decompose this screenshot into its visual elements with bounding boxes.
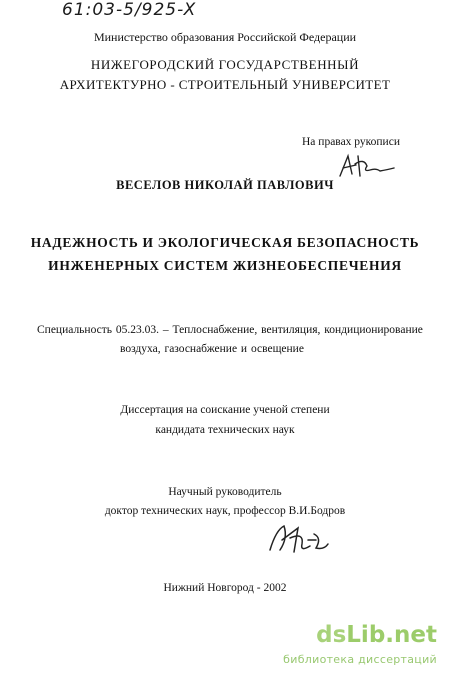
thesis-title-line1: НАДЕЖНОСТЬ И ЭКОЛОГИЧЕСКАЯ БЕЗОПАСНОСТЬ — [30, 235, 420, 250]
university-name-line1: НИЖЕГОРОДСКИЙ ГОСУДАРСТВЕННЫЙ — [90, 57, 360, 72]
watermark-caption: библиотека диссертаций — [283, 653, 437, 666]
specialty-line1: Специальность 05.23.03. – Теплоснабжение, вентиляция, кондиционирование — [37, 324, 423, 336]
watermark-logo — [316, 622, 437, 648]
supervisor-label: Научный руководитель — [168, 486, 282, 498]
watermark — [268, 622, 443, 674]
university-name-line2: АРХИТЕКТУРНО - СТРОИТЕЛЬНЫЙ УНИВЕРСИТЕТ — [59, 77, 391, 92]
specialty-line2: воздуха, газоснабжение и освещение — [120, 343, 304, 355]
degree-line1: Диссертация на соискание ученой степени — [120, 404, 330, 416]
manuscript-rights-note: На правах рукописи — [302, 136, 400, 148]
city-and-year: Нижний Новгород - 2002 — [163, 582, 287, 594]
supervisor-signature — [264, 520, 344, 560]
author-name: ВЕСЕЛОВ НИКОЛАЙ ПАВЛОВИЧ — [116, 178, 334, 192]
watermark-logo-suffix: Lib.net — [346, 622, 437, 648]
thesis-title-line2: ИНЖЕНЕРНЫХ СИСТЕМ ЖИЗНЕОБЕСПЕЧЕНИЯ — [48, 258, 402, 273]
watermark-logo-prefix: ds — [316, 622, 347, 648]
ministry-name: Министерство образования Российской Федерации — [93, 30, 357, 44]
degree-line2: кандидата технических наук — [155, 424, 295, 436]
handwritten-catalog-code: 61:03-5/925-X — [62, 0, 197, 20]
supervisor-name: доктор технических наук, профессор В.И.Бодров — [104, 505, 346, 517]
